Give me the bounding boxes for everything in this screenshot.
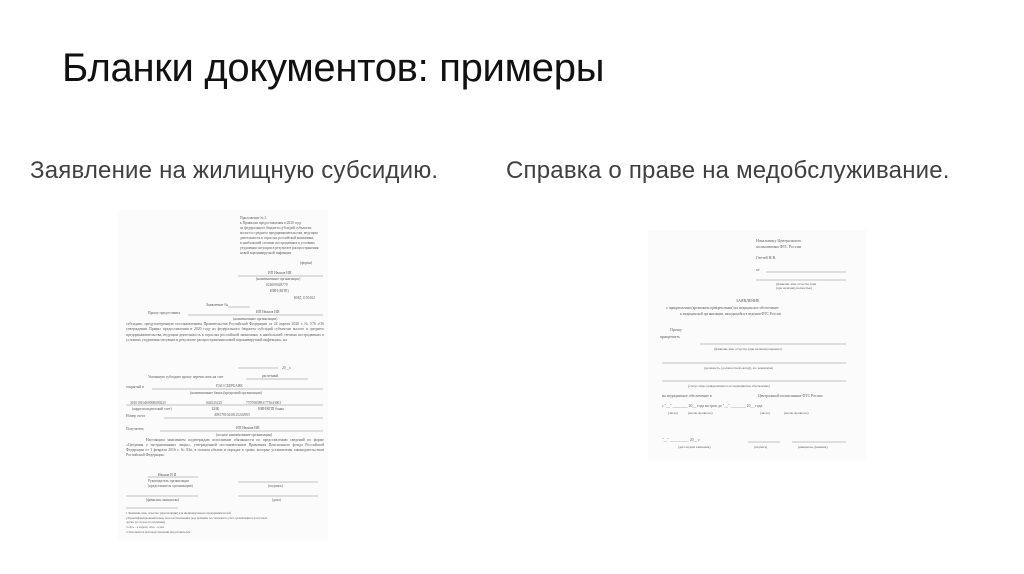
- rf-date-from: с "__" ________ 20__ года на срок до "__" ________ 20__ года.: [662, 404, 764, 408]
- lf-header-6: ухудшения ситуации в результате распространения: [240, 246, 319, 250]
- lf-bik: 044525225: [206, 401, 223, 405]
- lf-acc-number: 30101810400000000225: [130, 401, 166, 405]
- rf-position-hint: (должность, (должностной оклад)), его реквизиты): [704, 366, 774, 370]
- lf-header-2: из федерального бюджета субсидий субъектам: [240, 226, 312, 230]
- rf-clinic-name: Центральной поликлинике ФТС России: [758, 394, 823, 398]
- lf-account-number: 40817810438125202905: [214, 413, 250, 417]
- lf-recipient-name: ИП Иванов ИИ: [236, 426, 260, 430]
- lf-knd: КНД 1150102: [294, 296, 315, 300]
- rf-hint-sign-date: (дата подачи заявления): [678, 445, 711, 449]
- rf-to-line-0: Начальнику Центрального: [756, 238, 802, 243]
- rf-hint-month: (месяц прописью): [688, 411, 713, 415]
- lf-body-text: субсидию, предусмотренную постановлением Правительства Российской Федерации от 24 апреля 2020 г. № 576 «Об утверждении Правил предоставления в 2020 году из федерального бюджета субсидий субъектам малого и среднего предпринимательства, ведущим деятельность в отраслях российской экономики, в наибольшей степени пострадавших в условиях ухудшения ситуации в результате распространения новой коронавирусной инфекции», на: [126, 322, 324, 343]
- rf-statement-line-0: о прикреплении (временном прикреплении) на медицинское обеспечение: [666, 306, 779, 310]
- lf-footnote-2: органе (в случае его наличия)).: [126, 520, 166, 524]
- right-document-caption: Справка о праве на медобслуживание.: [506, 157, 950, 184]
- lf-footnote-4: 4 Заполняется при представлении представителем: [126, 530, 191, 534]
- lf-confirm-text: Настоящим заявлением подтверждаю исполнение обязанности по представлению сведений по форме «Сведения о застрахованных лицах», утвержденной постановлением Правления Пенсионного фонда Российской Федерации от 1 февраля 2016 г. № 83п, в полном объеме и порядке в сроки, которые установлены законодательством Российской Федерации.: [126, 438, 324, 457]
- lf-request-hint: (наименование организации): [233, 317, 278, 321]
- rf-statement-title: ЗАЯВЛЕНИЕ: [736, 298, 760, 303]
- lf-id-number: 624609028779: [266, 283, 288, 287]
- lf-account-label: Указанную субсидию прошу перечислить на счет: [148, 375, 224, 379]
- lf-header-0: Приложение № 2: [240, 216, 267, 220]
- lf-bank-name: ПАО СБЕРБАНК: [216, 384, 243, 388]
- lf-body-text-box: [126, 322, 324, 368]
- lf-form-label: (форма): [300, 261, 313, 265]
- housing-subsidy-application-form: [118, 210, 328, 540]
- lf-signer-hint1: Руководитель организации: [148, 479, 190, 483]
- lf-month-label: 20__г.: [282, 366, 292, 370]
- lf-applicant-hint: (наименование организации): [256, 277, 301, 281]
- lf-bank-hint: (наименование банка (кредитной организации): [190, 391, 262, 395]
- lf-header-5: в наибольшей степени пострадавших в условиях: [240, 241, 315, 245]
- rf-medical-label: на медицинское обеспечение в: [662, 394, 712, 398]
- medical-service-certificate-form: [648, 230, 866, 460]
- lf-sign-hint: (подпись): [268, 484, 283, 488]
- lf-account-type: расчетный: [262, 374, 279, 378]
- lf-recipient-label: Получатель: [126, 427, 144, 431]
- rf-status-hint: (статус лица, прикрепляемого на медицинское обеспечение): [688, 384, 770, 388]
- lf-date-hint: (дата): [272, 498, 281, 502]
- rf-person-hint: (фамилия, имя, отчество (при наличии) пациента): [714, 347, 782, 351]
- lf-position-hint: (фамилия, инициалы): [146, 498, 180, 502]
- lf-header-4: деятельность в отраслях российской экономики,: [240, 236, 315, 240]
- rf-hint-month2: (месяц прописью): [784, 411, 809, 415]
- rf-request-label1: Прошу: [670, 327, 682, 332]
- lf-confirm-text-box: [126, 438, 324, 472]
- rf-hint-surname: (инициалы, фамилия): [798, 445, 828, 449]
- lf-header-1: к Правилам предоставления в 2020 году: [240, 221, 302, 225]
- lf-recipient-hint: (полное наименование организации): [216, 433, 273, 437]
- lf-footnote-0: 1 Фамилия, имя, отчество (при наличии) для индивидуальных предпринимателей.: [126, 511, 232, 515]
- lf-footnote-1: 2 Идентификационный номер налогоплательщика (код причины постановки на учет организации в налоговом: [126, 516, 267, 520]
- lf-request-name: ИП Иванов ИИ: [256, 310, 280, 314]
- lf-bik-hint: БИК: [212, 407, 220, 411]
- rf-from-label: от: [756, 267, 760, 272]
- lf-footnote-3: 3 «01» - в апреле, «02» - в мае: [126, 525, 165, 529]
- rf-from-hint2: (при наличии) полностью): [776, 286, 813, 290]
- lf-acc-hint: (корреспондентский счет): [132, 407, 172, 411]
- lf-header-3: малого и среднего предпринимательства, ведущим: [240, 231, 318, 235]
- rf-hint-sign: (подпись): [754, 445, 768, 449]
- lf-account-row-label: Номер счета: [126, 414, 146, 418]
- rf-hint-day: (число): [668, 411, 679, 415]
- lf-signer-name: Иванов И И: [158, 473, 177, 477]
- rf-request-label2: прикрепить: [660, 334, 680, 339]
- lf-statement-title: Заявление №: [206, 302, 229, 307]
- rf-statement-line-1: к медицинской организации, находящейся в ведении ФТС России: [680, 312, 781, 316]
- lf-request-label: Прошу предоставить: [148, 311, 181, 315]
- right-form-sheet: [648, 230, 866, 460]
- left-document-caption: Заявление на жилищную субсидию.: [30, 157, 439, 184]
- lf-inn-kpp: 7707083893/773643001: [246, 401, 282, 405]
- lf-inn-hint: ИНН/КПП банка: [258, 407, 284, 411]
- rf-hint-day2: (число): [760, 411, 771, 415]
- lf-bank-label: открытый в: [126, 385, 144, 389]
- left-form-sheet: [118, 210, 328, 540]
- lf-applicant-name: ИП Иванов ИИ: [268, 271, 292, 275]
- rf-from-hint1: (фамилия, имя, отчество (при: [776, 282, 817, 286]
- slide-title: Бланки документов: примеры: [62, 46, 605, 90]
- rf-sign-date: "__" __________ 20__ г.: [662, 438, 701, 442]
- lf-id-hint: ИНН (КПП): [270, 289, 289, 293]
- rf-to-name: Гнезей Н.В.: [756, 255, 777, 260]
- lf-header-7: новой коронавирусной инфекции: [240, 251, 292, 255]
- lf-signer-hint2: (представитель организации): [148, 484, 193, 488]
- rf-to-line-1: поликлиники ФТС России: [756, 244, 801, 249]
